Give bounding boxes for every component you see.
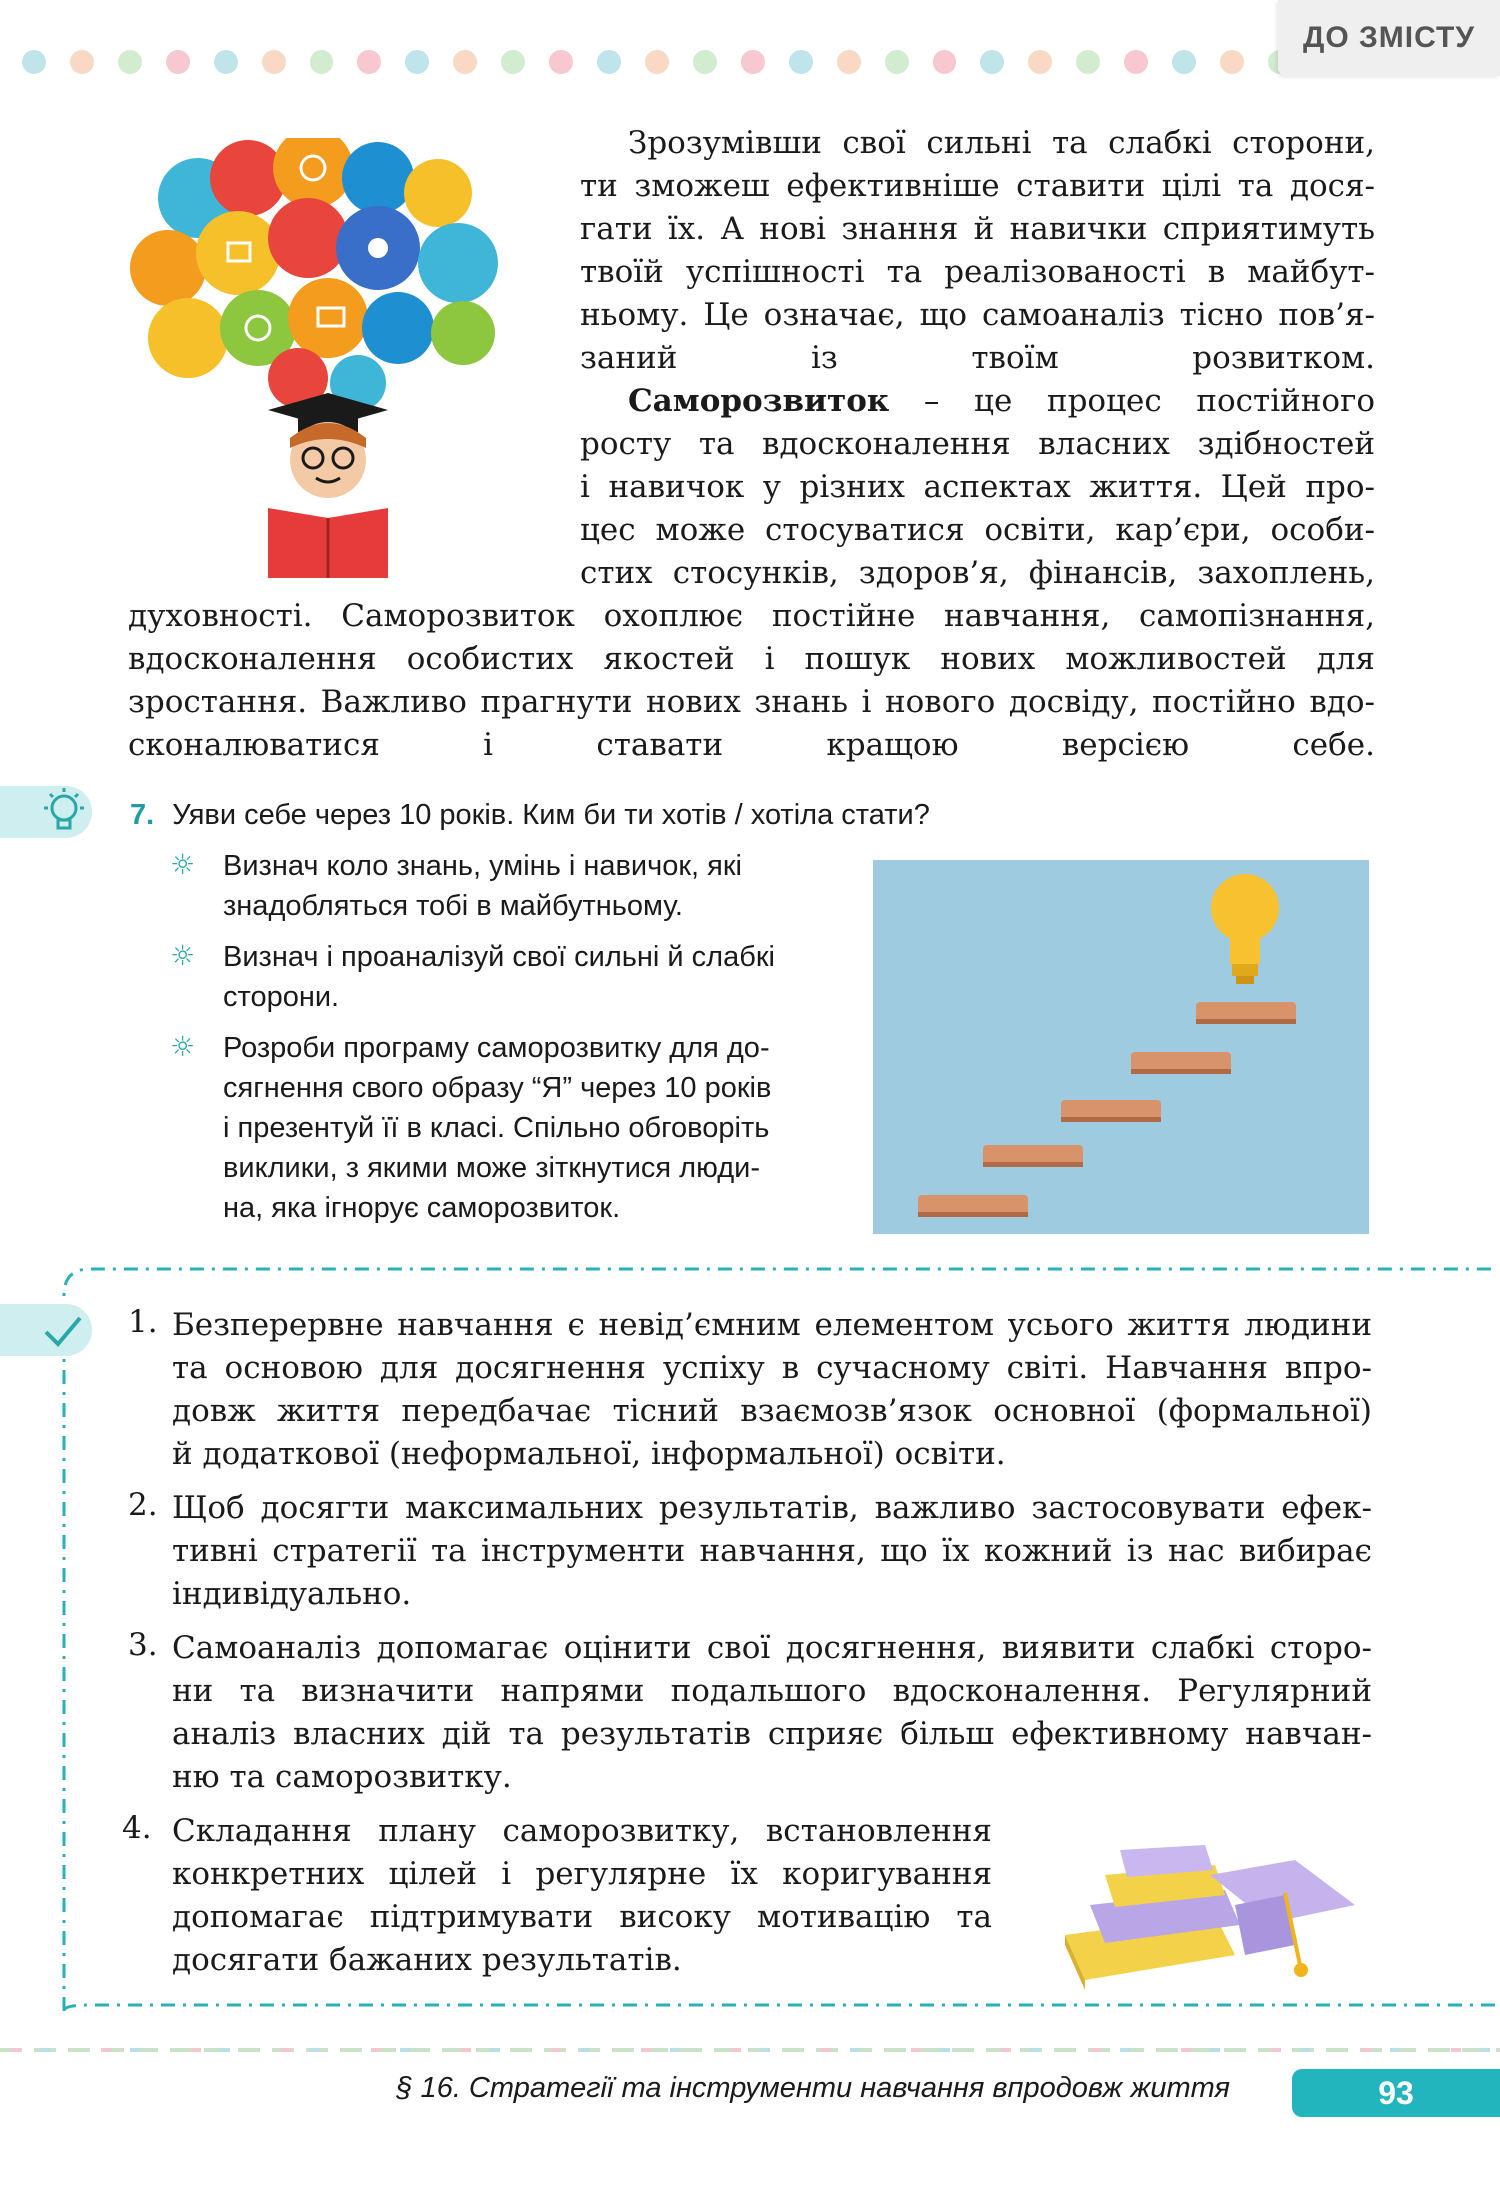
page-number: 93: [1378, 2074, 1414, 2111]
toc-label: ДО ЗМІСТУ: [1302, 21, 1476, 54]
exercise-item-line: виклики, з якими може зіткнутися люди-: [223, 1152, 760, 1184]
checkmark-icon: [0, 1304, 92, 1356]
decorative-dot: [453, 50, 477, 74]
summary-number: 4.: [122, 1810, 152, 1846]
intro-line: твоїй успішності та реалізованості в майбут-: [580, 254, 1375, 290]
decorative-dot: [597, 50, 621, 74]
term-saморозвиток: Саморозвиток: [628, 383, 890, 419]
decorative-dot: [118, 50, 142, 74]
intro-line: сконалюватися і ставати кращою версією себе.: [128, 727, 1375, 763]
decorative-dot: [22, 50, 46, 74]
intro-line: цес може стосуватися освіти, кар’єри, особи-: [580, 512, 1375, 548]
exercise-item-line: Визнач коло знань, умінь і навичок, які: [223, 850, 742, 882]
definition-line: [580, 380, 1375, 423]
summary-line: допомагає підтримувати високу мотивацію та: [172, 1899, 992, 1935]
exercise-item-2: [223, 937, 843, 1017]
decorative-dot: [1028, 50, 1052, 74]
intro-line: духовності. Саморозвиток охоплює постійне навчання, самопізнання,: [128, 598, 1375, 634]
footer-divider: [0, 2046, 1500, 2054]
sun-bullet-icon: ☼: [170, 1030, 196, 1063]
decorative-dot: [741, 50, 765, 74]
summary-marker: [0, 1304, 92, 1356]
summary-item-3: [172, 1627, 1372, 1799]
decorative-dot: [645, 50, 669, 74]
summary-line: аналіз власних дій та результатів сприяє більш ефективному навчан-: [172, 1716, 1372, 1752]
exercise-question: Уяви себе через 10 років. Ким би ти хотів / хотіла стати?: [172, 799, 930, 831]
decorative-dot: [1220, 50, 1244, 74]
decorative-dot: [885, 50, 909, 74]
intro-line: і навичок у різних аспектах життя. Цей про-: [580, 469, 1375, 505]
summary-line: й додаткової (неформальної, інформальної) освіти.: [172, 1436, 1006, 1472]
summary-line: Безперервне навчання є невід’ємним елементом усього життя людини: [172, 1307, 1372, 1343]
summary-line: індивідуально.: [172, 1576, 412, 1612]
intro-line: зростання. Важливо прагнути нових знань і нового досвіду, постійно вдо-: [128, 684, 1375, 720]
intro-line: гати їх. А нові знання й навички сприятимуть: [580, 211, 1375, 247]
summary-line: ни та визначити напрями подальшого вдосконалення. Регулярний: [172, 1673, 1372, 1709]
summary-number: 1.: [128, 1304, 158, 1340]
decorative-dot: [405, 50, 429, 74]
intro-line: заний із твоїм розвитком.: [580, 340, 1375, 376]
summary-line: досягати бажаних результатів.: [172, 1942, 682, 1978]
decorative-dot: [980, 50, 1004, 74]
books-graduation-cap-illustration: [1035, 1815, 1365, 1990]
exercise-marker: [0, 786, 92, 838]
toc-button[interactable]: [1278, 0, 1500, 76]
exercise-item-line: знадобляться тобі в майбутньому.: [223, 890, 683, 922]
intro-line: вдосконалення особистих якостей і пошук нових можливостей для: [128, 641, 1375, 677]
decorative-dot: [70, 50, 94, 74]
summary-line: ню та саморозвитку.: [172, 1759, 512, 1795]
decorative-dot: [1124, 50, 1148, 74]
exercise-number: 7.: [130, 799, 155, 831]
summary-line: конкретних цілей і регулярне їх коригування: [172, 1856, 992, 1892]
summary-line: та основою для досягнення успіху в сучасному світі. Навчання впро-: [172, 1350, 1372, 1386]
lightbulb-icon: [0, 786, 92, 838]
decorative-dot: [501, 50, 525, 74]
intro-paragraph-1: [580, 122, 1375, 380]
sun-bullet-icon: ☼: [170, 848, 196, 881]
page-number-tab: [1292, 2069, 1500, 2117]
exercise-item-3: [223, 1028, 843, 1228]
decorative-dot: [1076, 50, 1100, 74]
summary-line: Самоаналіз допомагає оцінити свої досягнення, виявити слабкі сторо-: [172, 1630, 1372, 1666]
intro-line: росту та вдосконалення власних здібностей: [580, 426, 1375, 462]
exercise-item-1: [223, 846, 843, 926]
exercise-question-line: [130, 795, 1230, 835]
exercise-item-line: Розроби програму саморозвитку для до-: [223, 1032, 770, 1064]
decorative-dot: [214, 50, 238, 74]
summary-item-2: [172, 1487, 1372, 1616]
exercise-item-line: сторони.: [223, 981, 340, 1013]
decorative-dot: [693, 50, 717, 74]
exercise-item-line: і презентуй її в класі. Спільно обговоріть: [223, 1112, 770, 1144]
sun-bullet-icon: ☼: [170, 939, 196, 972]
exercise-item-line: сягнення свого образу “Я” через 10 років: [223, 1072, 772, 1104]
decorative-dot-row: [22, 50, 1292, 74]
decorative-dot: [549, 50, 573, 74]
decorative-dot: [933, 50, 957, 74]
summary-number: 3.: [128, 1627, 158, 1663]
summary-item-4: [172, 1810, 992, 1982]
intro-line: ти зможеш ефективніше ставити цілі та дося-: [580, 168, 1375, 204]
intro-line: ньому. Це означає, що самоаналіз тісно пов’я-: [580, 297, 1375, 333]
intro-paragraph-2: [580, 380, 1375, 595]
exercise-item-line: Визнач і проаналізуй свої сильні й слабкі: [223, 941, 775, 973]
intro-paragraph-2-continued: [128, 595, 1375, 767]
chapter-caption: § 16. Стратегії та інструменти навчання впродовж життя: [396, 2072, 1230, 2104]
summary-line: Щоб досягти максимальних результатів, важливо застосовувати ефек-: [172, 1490, 1372, 1526]
summary-line: довж життя передбачає тісний взаємозв’язок основної (формальної): [172, 1393, 1372, 1429]
summary-number: 2.: [128, 1487, 158, 1523]
decorative-dot: [262, 50, 286, 74]
decorative-dot: [310, 50, 334, 74]
summary-item-1: [172, 1304, 1372, 1476]
decorative-dot: [789, 50, 813, 74]
intro-line: стих стосунків, здоров’я, фінансів, захоплень,: [580, 555, 1375, 591]
decorative-dot: [837, 50, 861, 74]
summary-line: тивні стратегії та інструменти навчання, що їх кожний із нас вибирає: [172, 1533, 1372, 1569]
definition-text: – це процес постійного: [889, 383, 1375, 419]
exercise-item-line: на, яка ігнорує саморозвиток.: [223, 1192, 621, 1224]
intro-line: Зрозумівши свої сильні та слабкі сторони,: [628, 125, 1375, 161]
decorative-dot: [357, 50, 381, 74]
decorative-dot: [166, 50, 190, 74]
student-knowledge-illustration: [128, 138, 548, 578]
summary-line: Складання плану саморозвитку, встановлення: [172, 1813, 992, 1849]
steps-lightbulb-photo: [873, 860, 1369, 1234]
decorative-dot: [1172, 50, 1196, 74]
